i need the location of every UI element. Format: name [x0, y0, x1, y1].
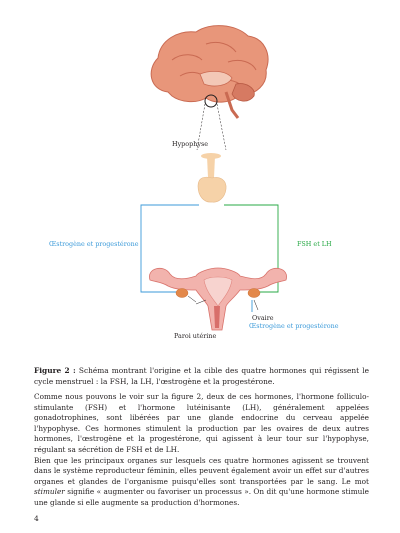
figure-caption [34, 365, 369, 387]
caption-figure-number: Figure 2 : [34, 366, 76, 375]
paragraph-2 [34, 456, 369, 509]
label-oestro-right: Œstrogène et progestérone [249, 322, 339, 330]
zoom-line-right [217, 104, 226, 150]
label-oestro-left: Œstrogène et progestérone [49, 240, 139, 248]
paragraph-2-emphasis: stimuler [34, 487, 65, 497]
label-paroi-uterine: Paroi utérine [174, 332, 217, 340]
caption-text: Schéma montrant l'origine et la cible des quatre hormones qui régissent le cycle menstruel : la FSH, la LH, l'œstrogène et la progestérone. [34, 366, 369, 386]
label-ovaire: Ovaire [252, 314, 274, 322]
page-number: 4 [34, 514, 39, 523]
paragraph-1: Comme nous pouvons le voir sur la figure 2, deux de ces hormones, l'hormone folliculo-stimulante (FSH) et l'hormone lutéinisante (LH), généralement appelées gonadotrophines, sont libérées par une glande endocrine du cerveau appelée l'hypophyse. Ces hormones stimulent la production par les ovaires de deux autres hormones, l'œstrogène et la progestérone, qui agissent à leur tour sur l'hypophyse, régulant sa sécrétion de FSH et de LH. [34, 392, 369, 454]
pituitary-gland [198, 153, 226, 202]
paragraph-2-part-a: Bien que les principaux organes sur lesquels ces quatre hormones agissent se trouvent dans le système reproducteur féminin, elles peuvent également avoir un effet sur d'autres organes et glandes de l'organisme puisqu'elles sont transportées par le sang. Le mot [34, 455, 369, 486]
body-text [34, 392, 369, 509]
label-hypophyse: Hypophyse [172, 140, 209, 148]
label-fsh-lh: FSH et LH [297, 240, 332, 248]
brain-illustration [151, 26, 268, 118]
paragraph-2-part-b: signifie « augmenter ou favoriser un processus ». On dit qu'une hormone stimule une glande si elle augmente sa production d'hormones. [34, 487, 369, 507]
